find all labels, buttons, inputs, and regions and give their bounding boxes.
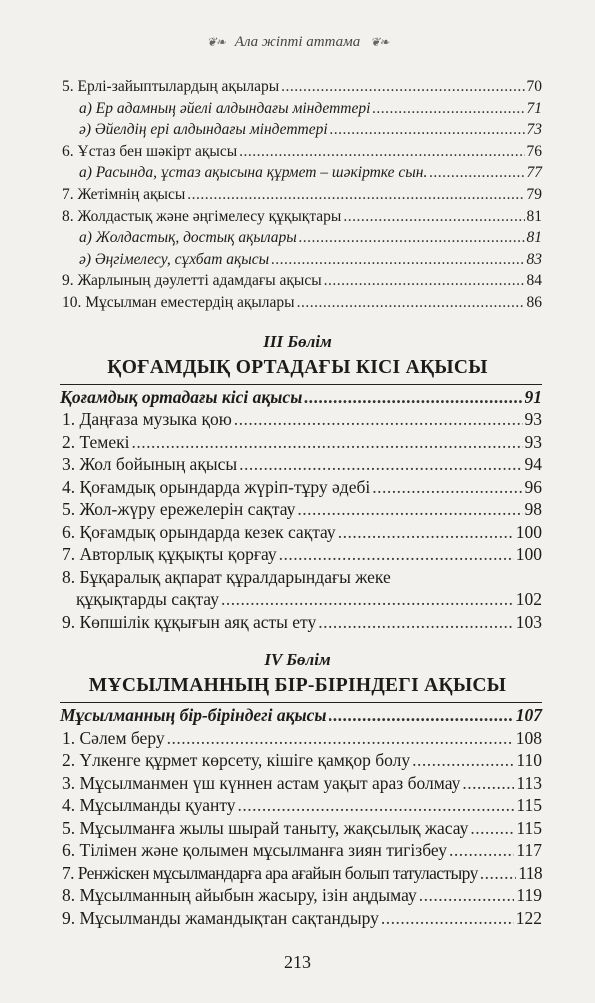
toc-entry-text: 2. Темекі [62,432,130,452]
toc-entry-page: 108 [515,728,542,748]
toc-entry-text: 7. Жетімнің ақысы [62,186,186,203]
toc-entry [62,208,542,226]
toc-entry-text: 8. Жолдастық және әңгімелесу құқықтары [62,208,342,225]
toc-entry-page: 93 [524,409,542,429]
toc-entry-page: 76 [526,143,542,160]
toc-leader [167,728,514,749]
toc-entry [62,795,542,816]
toc-entry-page: 96 [524,477,542,497]
toc-entry-text: 5. Жол-жүру ережелерін сақтау [62,499,296,519]
toc-entry-page: 122 [515,908,542,928]
toc-leader [338,522,514,543]
toc-entry [62,863,542,884]
toc-entry-text: 7. Ренжіскен мұсылмандарға ара ағайын болып татуластыру [62,863,478,883]
toc-entry [62,728,542,749]
toc-entry-text: 10. Мұсылман еместердің ақылары [62,294,295,311]
toc-entry-page: 113 [516,773,542,793]
toc-entry-text: Мұсылманның бір-біріндегі ақысы [60,705,327,725]
toc-entry [62,840,542,861]
toc-entry-page: 81 [526,208,542,225]
toc-leader [187,186,524,204]
toc-entry [62,409,542,430]
toc-leader [329,705,514,726]
toc-entry [62,567,542,588]
toc-entry-page: 79 [526,186,542,203]
toc-entry-page: 110 [516,750,542,770]
toc-entry [62,522,542,543]
toc-leader [462,773,514,794]
toc-entry-text: 9. Мұсылманды жамандықтан сақтандыру [62,908,379,928]
toc-entry-page: 107 [515,705,542,725]
toc-entry-page: 100 [515,522,542,542]
toc-leader [239,454,522,475]
toc-entry-text: 6. Ұстаз бен шәкірт ақысы [62,143,238,160]
toc-entry-page: 81 [526,229,542,246]
section-title: МҰСЫЛМАННЫҢ БІР-БІРІНДЕГІ АҚЫСЫ [88,675,507,696]
ornament-right-icon: ❦❧ [370,34,389,49]
toc-entry-page: 71 [526,100,542,117]
toc-entry [62,78,542,96]
toc-leader [372,100,524,118]
part-label: IV Бөлім [264,650,331,669]
toc-entry-page: 70 [526,78,542,95]
toc-entry-page: 86 [526,294,542,311]
toc-leader [330,121,525,139]
toc-entry-text: а) Жолдастық, достық ақылары [79,229,297,246]
toc-entry [62,750,542,771]
toc-entry-page: 83 [526,251,542,268]
toc-leader [480,863,516,884]
running-header-title: Ала жіпті аттама [234,33,361,50]
toc-entry-text: 6. Қоғамдық орындарда кезек сақтау [62,522,336,542]
toc-entry-text: 3. Жол бойының ақысы [62,454,238,474]
toc-entry-page: 102 [515,589,542,609]
toc-leader [419,885,515,906]
toc-leader [412,750,514,771]
toc-leader [470,818,514,839]
toc-leader [238,795,515,816]
toc-leader [132,432,523,453]
toc-entry [79,164,542,182]
part-label: III Бөлім [263,332,332,351]
toc-entry-page: 93 [524,432,542,452]
toc-leader [234,409,523,430]
toc-entry-page: 98 [524,499,542,519]
toc-leader [324,272,525,290]
toc-leader [304,387,522,408]
toc-leader [281,78,524,96]
section-divider [60,702,542,703]
section-divider [60,384,542,385]
toc-entry-text: 5. Ерлі-зайыптылардың ақылары [62,78,280,95]
toc-entry-page: 115 [516,818,542,838]
toc-entry-text: 1. Даңғаза музыка қою [62,409,232,429]
toc-entry-page: 73 [526,121,542,138]
toc-entry [62,544,542,565]
toc-leader [279,544,514,565]
toc-leader [297,499,522,520]
toc-entry [79,251,542,269]
toc-entry-page: 91 [524,387,542,407]
toc-entry-page: 117 [516,840,542,860]
toc-entry-text: 4. Қоғамдық орындарда жүріп-тұру әдебі [62,477,371,497]
toc-entry-page: 103 [515,612,542,632]
toc-leader [318,612,514,633]
toc-entry-page: 118 [518,863,542,883]
toc-entry-text: а) Расында, ұстаз ақысына құрмет – шәкіртке сын. [79,164,428,181]
toc-entry-text: а) Ер адамның әйелі алдындағы міндеттері [79,100,371,117]
toc-entry [62,908,542,929]
toc-entry-page: 77 [526,164,542,181]
toc-entry [62,143,542,161]
toc-entry [62,885,542,906]
toc-entry-text: 8. Мұсылманның айыбын жасыру, ізін аңдымау [62,885,417,905]
toc-entry-text: 8. Бұқаралық ақпарат құралдарындағы жеке [62,567,391,587]
toc-entry [62,612,542,633]
running-header [0,30,595,54]
toc-entry-text: 7. Авторлық құқықты қорғау [62,544,277,564]
toc-entry-text: 9. Жарлының дәулетті адамдағы ақысы [62,272,322,289]
toc-entry [62,773,542,794]
toc-entry [62,477,542,498]
ornament-left-icon: ❦❧ [206,34,225,49]
toc-entry [62,432,542,453]
toc-entry-text: ә) Әңгімелесу, сұхбат ақысы [79,251,270,268]
toc-entry-text: 2. Үлкенге құрмет көрсету, кішіге қамқор болу [62,750,411,770]
toc-entry [62,272,542,290]
toc-entry-text: 5. Мұсылманға жылы шырай таныту, жақсылық жасау [62,818,469,838]
toc-entry-page: 100 [515,544,542,564]
section-title: ҚОҒАМДЫҚ ОРТАДАҒЫ КІСІ АҚЫСЫ [107,357,488,378]
toc-leader [297,294,525,312]
toc-entry [62,818,542,839]
toc-entry-text: 4. Мұсылманды қуанту [62,795,236,815]
toc-entry-page: 115 [516,795,542,815]
toc-leader [239,143,524,161]
toc-leader [343,208,524,226]
toc-entry-text: 1. Сәлем беру [62,728,165,748]
page-number: 213 [284,952,311,972]
toc-leader [429,164,524,182]
toc-entry [79,121,542,139]
toc-entry [62,499,542,520]
toc-entry [76,589,542,610]
toc-entry-text: 6. Тілімен және қолымен мұсылманға зиян тигізбеу [62,840,447,860]
toc-entry [79,100,542,118]
toc-entry-text: Қоғамдық ортадағы кісі ақысы [60,387,303,407]
toc-leader [381,908,514,929]
toc-section-entry [60,705,542,726]
toc-entry-page: 84 [526,272,542,289]
toc-entry-text: 3. Мұсылманмен үш күннен астам уақыт араз болмау [62,773,461,793]
toc-leader [221,589,514,610]
toc-entry [79,229,542,247]
toc-entry [62,454,542,475]
toc-entry-page: 119 [516,885,542,905]
toc-leader [299,229,525,247]
toc-entry [62,186,542,204]
toc-entry [62,294,542,312]
toc-entry-page: 94 [524,454,542,474]
toc-leader [449,840,514,861]
toc-entry-text: ә) Әйелдің ері алдындағы міндеттері [79,121,328,138]
toc-leader [372,477,522,498]
toc-entry-text: құқықтарды сақтау [76,589,219,609]
toc-entry-text: 9. Көпшілік құқығын аяқ асты ету [62,612,317,632]
toc-leader [271,251,524,269]
toc-section-entry [60,387,542,408]
